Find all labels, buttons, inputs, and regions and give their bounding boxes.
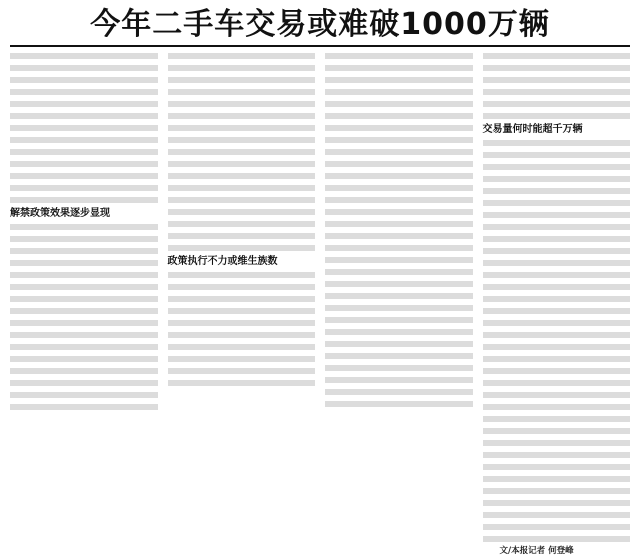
paragraph: [483, 221, 631, 281]
article-body: [10, 50, 630, 556]
section-heading: 解禁政策效果逐步显现: [10, 208, 110, 219]
paragraph: [325, 50, 473, 146]
paragraph: [168, 269, 316, 389]
paragraph: [10, 293, 158, 413]
paragraph: [10, 221, 158, 293]
byline: 文/本报记者 何登峰: [499, 546, 574, 556]
paragraph: [483, 341, 631, 473]
paragraph: [10, 50, 158, 206]
paragraph: [483, 50, 631, 122]
paragraph: [168, 98, 316, 146]
paragraph: [168, 50, 316, 98]
paragraph: [325, 290, 473, 410]
section-heading: 政策执行不力或维生族数: [167, 256, 278, 267]
section-heading: 交易量何时能超千万辆: [482, 124, 583, 135]
column-1: [10, 50, 158, 420]
paragraph: [483, 137, 631, 221]
paragraph: [483, 473, 631, 545]
headline: 今年二手车交易或难破1000万辆: [90, 7, 550, 42]
headline-rule: [10, 45, 630, 47]
paragraph: [483, 281, 631, 341]
column-3: [325, 50, 473, 420]
column-2: [168, 50, 316, 420]
paragraph: [325, 146, 473, 290]
paragraph: [168, 146, 316, 182]
column-4: [482, 50, 631, 556]
paragraph: [168, 182, 316, 254]
